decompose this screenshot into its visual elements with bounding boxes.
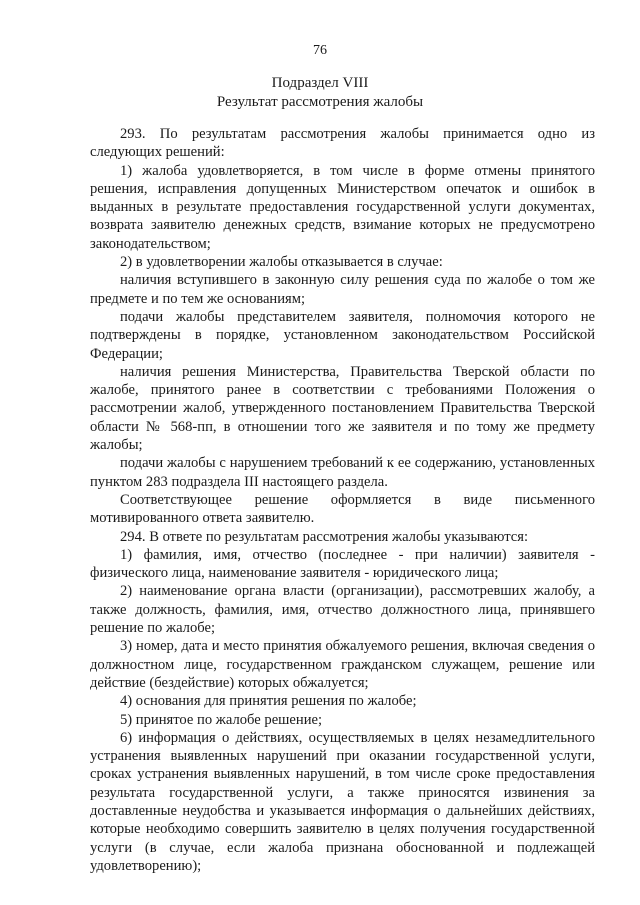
paragraph-294-item-1: 1) фамилия, имя, отчество (последнее - при наличии) заявителя - физического лица, наименование заявителя - юридического лица;	[90, 546, 595, 582]
paragraph-294-item-6: 6) информация о действиях, осуществляемых в целях незамедлительного устранения выявленных нарушений при оказании государственной услуги, сроках устранения выявленных нарушений, в том числе сроке предоставления результата государственной услуги, а также приносятся извинения за доставленные неудобства и указывается информация о дальнейших действиях, которые необходимо совершить заявителю в целях получения государственной услуги (в случае, если жалоба признана обоснованной и подлежащей удовлетворению);	[90, 729, 595, 874]
paragraph-294-item-4: 4) основания для принятия решения по жалобе;	[120, 693, 417, 710]
refusal-ground-court-decision: наличия вступившего в законную силу решения суда по жалобе о том же предмете и по тем же основаниям;	[90, 272, 595, 307]
paragraph-293-item-1: 1) жалоба удовлетворяется, в том числе в форме отмены принятого решения, исправления допущенных Министерством опечаток и ошибок в выданных в результате предоставления государственной услуги документах, возврата заявителю денежных средств, взимание которых не предусмотрено законодательством;	[90, 162, 595, 252]
paragraph-293-item-2: 2) в удовлетворении жалобы отказывается в случае:	[120, 254, 443, 271]
section-heading	[0, 74, 640, 112]
paragraph-294-item-3: 3) номер, дата и место принятия обжалуемого решения, включая сведения о должностном лице, государственном гражданском служащем, решение или действие (бездействие) которых обжалуется;	[90, 638, 595, 691]
paragraph-294-item-2: 2) наименование органа власти (организации), рассмотревших жалобу, а также должность, фамилия, имя, отчество должностного лица, принявшего решение по жалобе;	[90, 583, 595, 637]
refusal-ground-prior-decision: наличия решения Министерства, Правительства Тверской области по жалобе, принятого ранее в соответствии с требованиями Положения о рассмотрении жалоб, утвержденного постановлением Правительства Тверской области № 568-пп, в отношении того же заявителя и по тому же предмету жалобы;	[90, 363, 595, 454]
subsection-title: Подраздел VIII	[271, 75, 369, 91]
refusal-ground-content-violation: подачи жалобы с нарушением требований к ее содержанию, установленных пунктом 283 подраздела III настоящего раздела.	[90, 455, 595, 490]
subsection-subtitle: Результат рассмотрения жалобы	[216, 94, 424, 110]
decision-form-paragraph: Соответствующее решение оформляется в виде письменного мотивированного ответа заявителю.	[90, 491, 595, 527]
paragraph-294: 294. В ответе по результатам рассмотрения жалобы указываются:	[120, 528, 529, 545]
paragraph-294-item-5: 5) принятое по жалобе решение;	[120, 711, 323, 728]
paragraph-293: 293. По результатам рассмотрения жалобы принимается одно из следующих решений:	[90, 126, 595, 161]
refusal-ground-representative: подачи жалобы представителем заявителя, полномочия которого не подтверждены в порядке, установленном законодательством Российской Федерации;	[90, 308, 595, 362]
page-number: 76	[313, 43, 327, 58]
document-body	[90, 125, 595, 875]
